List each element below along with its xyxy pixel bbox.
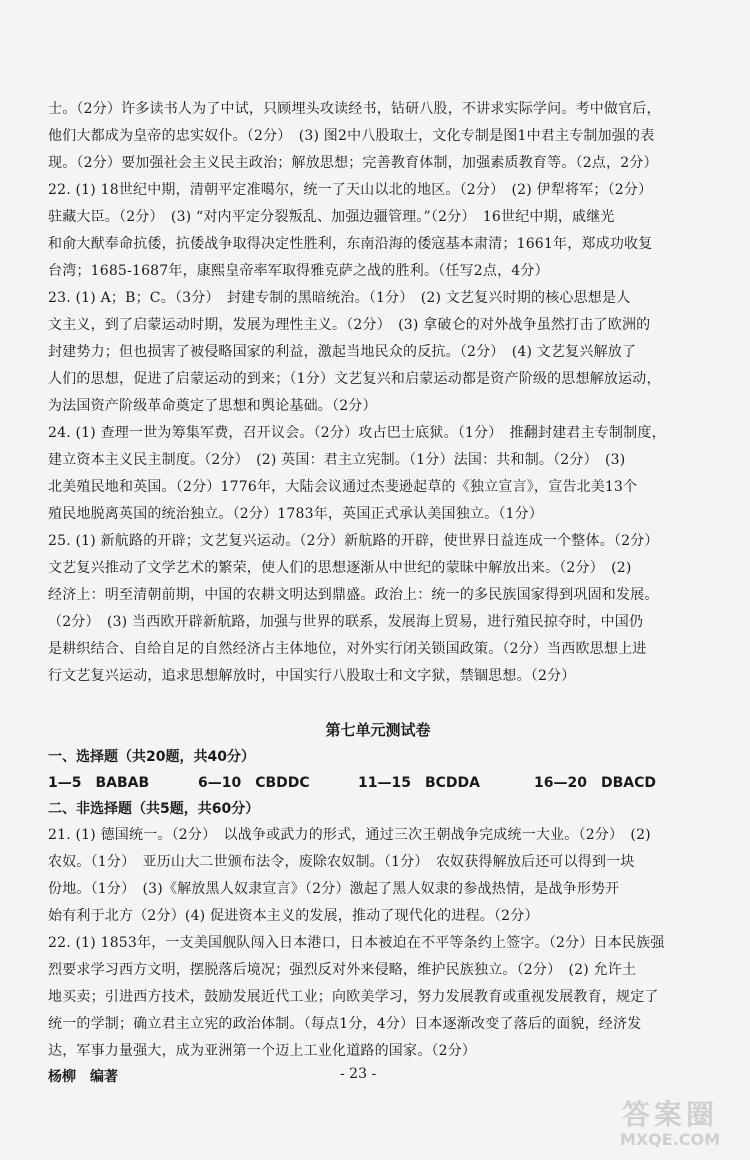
answer-line: 25. (1) 新航路的开辟；文艺复兴运动。（2分）新航路的开辟，使世界日益连成一个整体。（2分） [48,533,659,549]
answer-line: 现。（2分）要加强社会主义民主政治；解放思想；完善教育体制，加强素质教育等。（2点，2分） [48,155,658,171]
choice-answer-group: 1—5 BABAB [48,775,150,791]
answer-line: 是耕织结合、自给自足的自然经济占主体地位，对外实行闭关锁国政策。（2分）当西欧思想上进 [48,641,647,657]
author-credit: 杨柳 编著 [48,1069,118,1085]
answer-line: （2分） (3) 当西欧开辟新航路，加强与世界的联系，发展海上贸易，进行殖民掠夺时，中国仍 [48,614,644,630]
answer-page [48,96,708,1065]
choice-answer-group: 11—15 BCDDA [358,775,480,791]
answer-line: 士。（2分）许多读书人为了中试，只顾埋头攻读经书，钻研八股，不讲求实际学问。考中做官后， [48,101,661,117]
answer-line: 23. (1) A；B；C。（3分） 封建专制的黑暗统治。（1分） (2) 文艺复兴时期的核心思想是人 [48,290,631,306]
answer-line: 人们的思想，促进了启蒙运动的到来；（1分）文艺复兴和启蒙运动都是资产阶级的思想解放运动， [48,371,661,387]
unit-seven-answers [48,822,708,1065]
answer-line: 台湾；1685-1687年，康熙皇帝率军取得雅克萨之战的胜利。（任写2点，4分） [48,263,549,279]
choice-answer-group: 6—10 CBDDC [198,775,310,791]
answer-line: 驻藏大臣。（2分） (3) “对内平定分裂叛乱、加强边疆管理。”（2分） 16世纪中期，戚继光 [48,209,615,225]
answer-line: 始有利于北方（2分）(4) 促进资本主义的发展，推动了现代化的进程。（2分） [48,908,539,924]
site-watermark [596,1100,744,1156]
answer-line: 文主义，到了启蒙运动时期，发展为理性主义。（2分） (3) 拿破仑的对外战争虽然打击了欧洲的 [48,317,651,333]
watermark-url: MXQE.COM [619,1130,721,1149]
answer-line: 21. (1) 德国统一。（2分） 以战争或武力的形式，通过三次王朝战争完成统一大业。（2分） (2) [48,827,651,843]
answer-line: 文艺复兴推动了文学艺术的繁荣，使人们的思想逐渐从中世纪的蒙昧中解放出来。（2分） (2) [48,560,632,576]
answer-line: 他们大都成为皇帝的忠实奴仆。（2分） (3) 图2中八股取士，文化专制是图1中君主专制加强的表 [48,128,655,144]
answer-line: 建立资本主义民主制度。（2分） (2) 英国：君主立宪制。（1分）法国：共和制。（2分） (3) [48,452,626,468]
section-title: 第七单元测试卷 [325,721,431,739]
answer-line: 统一的学制；确立君主立宪的政治体制。（每点1分，4分）日本逐渐改变了落后的面貌，经济发 [48,1016,642,1032]
answer-line: 24. (1) 查理一世为筹集军费，召开议会。（2分）攻占巴士底狱。（1分） 推翻封建君主专制制度， [48,425,666,441]
answer-line: 北美殖民地和英国。（2分）1776年，大陆会议通过杰斐逊起草的《独立宣言》，宣告北美13个 [48,479,638,495]
answer-line: 封建势力；但也损害了被侵略国家的利益，激起当地民众的反抗。（2分） (4) 文艺复兴解放了 [48,344,637,360]
answer-line: 经济上：明至清朝前期，中国的农耕文明达到鼎盛。政治上：统一的多民族国家得到巩固和发展。 [48,587,659,603]
watermark-logo-text: 答案圈 [621,1098,718,1131]
page-number: - 23 - [340,1066,377,1082]
answer-line: 烈要求学习西方文明，摆脱落后境况；强烈反对外来侵略，维护民族独立。（2分） (2) 允许土 [48,962,637,978]
answer-line: 农奴。（1分） 亚历山大二世颁布法令，废除农奴制。（1分） 农奴获得解放后还可以得到一块 [48,854,635,870]
answer-line: 为法国资产阶级革命奠定了思想和舆论基础。（2分） [48,398,377,414]
previous-unit-answers [48,96,708,690]
answer-line: 地买卖；引进西方技术，鼓励发展近代工业；向欧美学习，努力发展教育或重视发展教育，规定了 [48,989,659,1005]
answer-line: 达，军事力量强大，成为亚洲第一个迈上工业化道路的国家。（2分） [48,1043,477,1059]
choice-section-heading: 一、选择题（共20题，共40分） [48,749,255,765]
answer-line: 份地。（1分） (3)《解放黑人奴隶宣言》（2分）激起了黑人奴隶的参战热情，是战争形势开 [48,881,620,897]
answer-line: 和俞大猷奉命抗倭，抗倭战争取得决定性胜利，东南沿海的倭寇基本肃清；1661年，郑成功收复 [48,236,653,252]
answer-line: 22. (1) 18世纪中期，清朝平定准噶尔，统一了天山以北的地区。（2分） (2) 伊犁将军；（2分） [48,182,653,198]
answer-line: 22. (1) 1853年，一支美国舰队闯入日本港口，日本被迫在不平等条约上签字。（2分）日本民族强 [48,935,665,951]
answer-line: 行文艺复兴运动，追求思想解放时，中国实行八股取士和文字狱，禁锢思想。（2分） [48,668,576,684]
choice-answers-row [48,770,708,796]
choice-answer-group: 16—20 DBACD [534,775,656,791]
nonchoice-section-heading: 二、非选择题（共5题，共60分） [48,801,260,817]
answer-line: 殖民地脱离英国的统治独立。（2分）1783年，英国正式承认美国独立。（1分） [48,506,544,522]
